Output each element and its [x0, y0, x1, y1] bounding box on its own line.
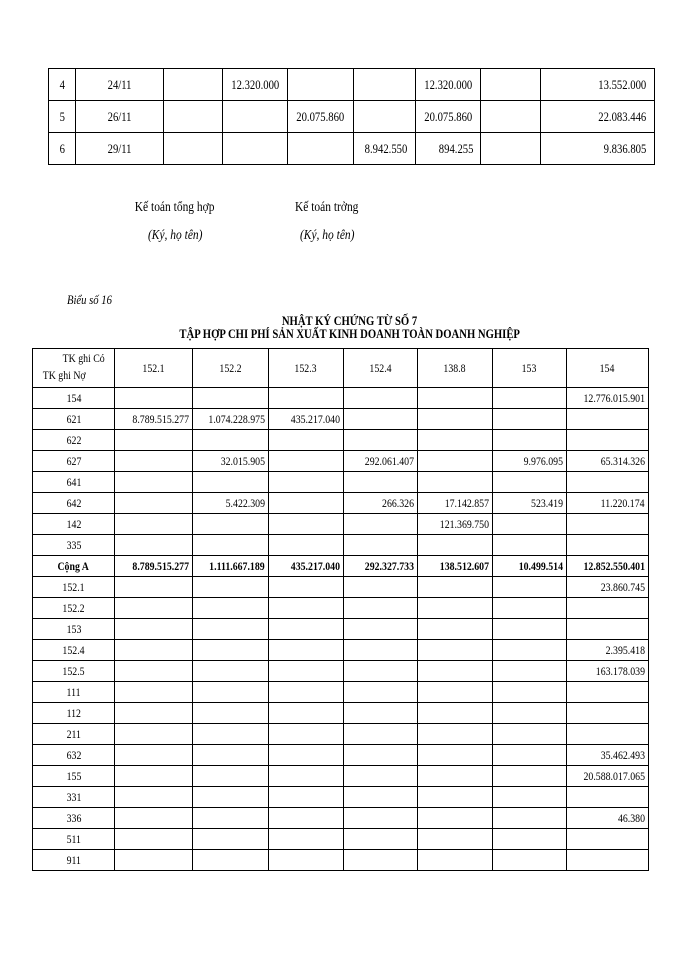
- value-cell: [566, 787, 648, 808]
- value-cell: [268, 598, 343, 619]
- value-cell: [492, 682, 566, 703]
- value-cell: [268, 787, 343, 808]
- value-cell: 292.327.733: [343, 556, 418, 577]
- value-cell: [418, 451, 493, 472]
- cell-c5: [288, 133, 354, 165]
- value-cell: [268, 766, 343, 787]
- account-cell: 621: [33, 409, 115, 430]
- value-cell: 435.217.040: [268, 556, 343, 577]
- header-debit-label: TK ghi Nợ: [42, 368, 86, 382]
- value-cell: [492, 787, 566, 808]
- value-cell: 32.015.905: [192, 451, 268, 472]
- value-cell: [192, 577, 268, 598]
- value-cell: [268, 472, 343, 493]
- value-cell: 1.074.228.975: [192, 409, 268, 430]
- cell-c3: [163, 133, 222, 165]
- cell-c7: 894.255: [415, 133, 481, 165]
- table-row: [33, 514, 649, 535]
- account-cell: 154: [33, 388, 115, 409]
- value-cell: 11.220.174: [566, 493, 648, 514]
- value-cell: [192, 787, 268, 808]
- value-cell: [492, 577, 566, 598]
- value-cell: [115, 724, 193, 745]
- column-header: 154: [566, 349, 648, 388]
- value-cell: 46.380: [566, 808, 648, 829]
- table-row: [49, 69, 655, 101]
- value-cell: 523.419: [492, 493, 566, 514]
- column-header: 138.8: [418, 349, 493, 388]
- value-cell: [192, 388, 268, 409]
- cell-date: 26/11: [76, 101, 163, 133]
- table-row: [33, 682, 649, 703]
- value-cell: [192, 661, 268, 682]
- value-cell: [115, 703, 193, 724]
- value-cell: [343, 472, 418, 493]
- value-cell: [268, 724, 343, 745]
- value-cell: [115, 472, 193, 493]
- title-line-2: TẬP HỢP CHI PHÍ SẢN XUẤT KINH DOANH TOÀN DOANH NGHIỆP: [179, 326, 521, 341]
- table-row: [33, 577, 649, 598]
- value-cell: [492, 829, 566, 850]
- cell-c5: [288, 69, 354, 101]
- value-cell: [115, 535, 193, 556]
- value-cell: [566, 829, 648, 850]
- journal-table: [32, 348, 649, 871]
- value-cell: [268, 535, 343, 556]
- value-cell: [343, 850, 418, 871]
- value-cell: [192, 619, 268, 640]
- value-cell: [192, 850, 268, 871]
- value-cell: [343, 640, 418, 661]
- cell-no: 5: [49, 101, 76, 133]
- value-cell: [492, 535, 566, 556]
- value-cell: [418, 430, 493, 451]
- cell-c6: 8.942.550: [353, 133, 415, 165]
- value-cell: [566, 619, 648, 640]
- value-cell: [115, 682, 193, 703]
- title-line-1: NHẬT KÝ CHỨNG TỪ SỐ 7: [282, 313, 418, 328]
- value-cell: 5.422.309: [192, 493, 268, 514]
- value-cell: 65.314.326: [566, 451, 648, 472]
- table-row: [33, 703, 649, 724]
- cell-c8: [481, 133, 540, 165]
- column-header: 152.4: [343, 349, 418, 388]
- column-header: 152.2: [192, 349, 268, 388]
- value-cell: [192, 745, 268, 766]
- value-cell: 292.061.407: [343, 451, 418, 472]
- value-cell: [343, 808, 418, 829]
- account-cell: 511: [33, 829, 115, 850]
- page-title: [0, 314, 700, 340]
- account-cell: 641: [33, 472, 115, 493]
- value-cell: [343, 703, 418, 724]
- cell-c9: 13.552.000: [540, 69, 654, 101]
- value-cell: [268, 514, 343, 535]
- table-row: [33, 430, 649, 451]
- value-cell: [343, 829, 418, 850]
- account-cell: 211: [33, 724, 115, 745]
- account-cell: 336: [33, 808, 115, 829]
- value-cell: [115, 787, 193, 808]
- signature-note: (Ký, họ tên): [147, 228, 203, 243]
- value-cell: [268, 493, 343, 514]
- value-cell: 9.976.095: [492, 451, 566, 472]
- value-cell: 10.499.514: [492, 556, 566, 577]
- table-row: [33, 766, 649, 787]
- header-corner-cell: [33, 349, 115, 388]
- value-cell: [343, 682, 418, 703]
- value-cell: [343, 577, 418, 598]
- value-cell: [492, 430, 566, 451]
- value-cell: [192, 703, 268, 724]
- cell-c6: [353, 101, 415, 133]
- cell-no: 6: [49, 133, 76, 165]
- value-cell: [492, 388, 566, 409]
- value-cell: [115, 451, 193, 472]
- value-cell: [268, 430, 343, 451]
- account-cell: 112: [33, 703, 115, 724]
- value-cell: [418, 409, 493, 430]
- table-row: [33, 598, 649, 619]
- value-cell: [566, 724, 648, 745]
- value-cell: 163.178.039: [566, 661, 648, 682]
- value-cell: [492, 472, 566, 493]
- table-row: [33, 808, 649, 829]
- value-cell: 121.369.750: [418, 514, 493, 535]
- total-row: [33, 556, 649, 577]
- value-cell: [418, 388, 493, 409]
- account-cell: Cộng A: [33, 556, 115, 577]
- signature-chief-accountant-general: [110, 200, 240, 244]
- cell-c7: 12.320.000: [415, 69, 481, 101]
- value-cell: [418, 619, 493, 640]
- table-row: [33, 829, 649, 850]
- value-cell: [343, 661, 418, 682]
- cell-c4: [222, 101, 288, 133]
- account-cell: 627: [33, 451, 115, 472]
- value-cell: [268, 850, 343, 871]
- cell-c6: [353, 69, 415, 101]
- value-cell: [418, 640, 493, 661]
- table-row: [33, 451, 649, 472]
- value-cell: [115, 766, 193, 787]
- top-ledger-table: [48, 68, 655, 165]
- value-cell: [492, 724, 566, 745]
- account-cell: 331: [33, 787, 115, 808]
- account-cell: 142: [33, 514, 115, 535]
- value-cell: [418, 787, 493, 808]
- column-header: 152.1: [115, 349, 193, 388]
- value-cell: [492, 745, 566, 766]
- cell-c8: [481, 101, 540, 133]
- value-cell: 2.395.418: [566, 640, 648, 661]
- account-cell: 622: [33, 430, 115, 451]
- value-cell: [492, 514, 566, 535]
- table-row: [33, 661, 649, 682]
- column-header: 153: [492, 349, 566, 388]
- account-cell: 335: [33, 535, 115, 556]
- signature-title: Kế toán trởng: [295, 200, 359, 215]
- account-cell: 155: [33, 766, 115, 787]
- value-cell: [115, 577, 193, 598]
- cell-c4: 12.320.000: [222, 69, 288, 101]
- cell-date: 29/11: [76, 133, 163, 165]
- value-cell: [115, 640, 193, 661]
- value-cell: [343, 724, 418, 745]
- value-cell: [115, 598, 193, 619]
- table-row: [33, 388, 649, 409]
- value-cell: [192, 640, 268, 661]
- value-cell: [492, 850, 566, 871]
- value-cell: 138.512.607: [418, 556, 493, 577]
- signature-title: Kế toán tổng hợp: [135, 200, 215, 215]
- value-cell: [268, 745, 343, 766]
- value-cell: [268, 577, 343, 598]
- value-cell: [343, 388, 418, 409]
- value-cell: [343, 787, 418, 808]
- cell-c9: 9.836.805: [540, 133, 654, 165]
- value-cell: [115, 430, 193, 451]
- value-cell: [115, 808, 193, 829]
- value-cell: [418, 598, 493, 619]
- value-cell: [192, 472, 268, 493]
- table-row: [33, 724, 649, 745]
- value-cell: [418, 808, 493, 829]
- value-cell: [192, 514, 268, 535]
- cell-c3: [163, 69, 222, 101]
- value-cell: 35.462.493: [566, 745, 648, 766]
- value-cell: [115, 661, 193, 682]
- value-cell: [115, 388, 193, 409]
- value-cell: [268, 829, 343, 850]
- value-cell: [492, 703, 566, 724]
- value-cell: [268, 661, 343, 682]
- value-cell: [492, 409, 566, 430]
- cell-c5: 20.075.860: [288, 101, 354, 133]
- value-cell: [115, 829, 193, 850]
- account-cell: 152.2: [33, 598, 115, 619]
- value-cell: [115, 514, 193, 535]
- value-cell: 8.789.515.277: [115, 556, 193, 577]
- table-row: [33, 640, 649, 661]
- signature-note: (Ký, họ tên): [299, 228, 355, 243]
- value-cell: [566, 703, 648, 724]
- value-cell: [566, 850, 648, 871]
- value-cell: [115, 850, 193, 871]
- value-cell: [343, 430, 418, 451]
- table-row: [49, 101, 655, 133]
- value-cell: [343, 514, 418, 535]
- table-row: [33, 535, 649, 556]
- value-cell: [268, 682, 343, 703]
- cell-c9: 22.083.446: [540, 101, 654, 133]
- value-cell: [566, 409, 648, 430]
- table-row: [33, 850, 649, 871]
- value-cell: [418, 535, 493, 556]
- value-cell: [192, 829, 268, 850]
- value-cell: [343, 409, 418, 430]
- account-cell: 911: [33, 850, 115, 871]
- value-cell: [566, 598, 648, 619]
- cell-date: 24/11: [76, 69, 163, 101]
- cell-no: 4: [49, 69, 76, 101]
- table-row: [49, 133, 655, 165]
- table-row: [33, 787, 649, 808]
- value-cell: [418, 745, 493, 766]
- header-credit-label: TK ghi Có: [62, 351, 105, 365]
- value-cell: 1.111.667.189: [192, 556, 268, 577]
- value-cell: [115, 745, 193, 766]
- value-cell: [192, 430, 268, 451]
- value-cell: [268, 388, 343, 409]
- account-cell: 153: [33, 619, 115, 640]
- value-cell: [492, 808, 566, 829]
- signature-chief-accountant: [262, 200, 392, 244]
- value-cell: [268, 619, 343, 640]
- table-row: [33, 409, 649, 430]
- value-cell: 12.852.550.401: [566, 556, 648, 577]
- value-cell: 266.326: [343, 493, 418, 514]
- value-cell: 435.217.040: [268, 409, 343, 430]
- value-cell: [492, 619, 566, 640]
- value-cell: [418, 661, 493, 682]
- value-cell: [492, 598, 566, 619]
- value-cell: [192, 766, 268, 787]
- table-row: [33, 493, 649, 514]
- account-cell: 632: [33, 745, 115, 766]
- value-cell: 12.776.015.901: [566, 388, 648, 409]
- value-cell: [343, 766, 418, 787]
- table-header-row: [33, 349, 649, 388]
- value-cell: [343, 745, 418, 766]
- value-cell: [418, 703, 493, 724]
- cell-c3: [163, 101, 222, 133]
- table-row: [33, 745, 649, 766]
- value-cell: [115, 493, 193, 514]
- cell-c7: 20.075.860: [415, 101, 481, 133]
- value-cell: [566, 430, 648, 451]
- account-cell: 152.5: [33, 661, 115, 682]
- value-cell: [492, 640, 566, 661]
- value-cell: 23.860.745: [566, 577, 648, 598]
- value-cell: [418, 577, 493, 598]
- value-cell: [418, 682, 493, 703]
- value-cell: [343, 598, 418, 619]
- value-cell: [268, 808, 343, 829]
- table-row: [33, 472, 649, 493]
- value-cell: [192, 598, 268, 619]
- table-row: [33, 619, 649, 640]
- value-cell: [418, 472, 493, 493]
- value-cell: [192, 682, 268, 703]
- value-cell: 20.588.017.065: [566, 766, 648, 787]
- value-cell: [268, 451, 343, 472]
- value-cell: [192, 724, 268, 745]
- value-cell: [418, 724, 493, 745]
- account-cell: 152.4: [33, 640, 115, 661]
- value-cell: [566, 682, 648, 703]
- account-cell: 111: [33, 682, 115, 703]
- value-cell: 17.142.857: [418, 493, 493, 514]
- value-cell: [192, 808, 268, 829]
- cell-c8: [481, 69, 540, 101]
- value-cell: [115, 619, 193, 640]
- value-cell: 8.789.515.277: [115, 409, 193, 430]
- value-cell: [192, 535, 268, 556]
- value-cell: [566, 535, 648, 556]
- value-cell: [343, 535, 418, 556]
- form-label: Biểu số 16: [66, 292, 112, 307]
- cell-c4: [222, 133, 288, 165]
- value-cell: [418, 766, 493, 787]
- value-cell: [566, 514, 648, 535]
- value-cell: [418, 829, 493, 850]
- column-header: 152.3: [268, 349, 343, 388]
- account-cell: 152.1: [33, 577, 115, 598]
- value-cell: [566, 472, 648, 493]
- value-cell: [418, 850, 493, 871]
- value-cell: [268, 640, 343, 661]
- value-cell: [343, 619, 418, 640]
- account-cell: 642: [33, 493, 115, 514]
- value-cell: [268, 703, 343, 724]
- value-cell: [492, 661, 566, 682]
- value-cell: [492, 766, 566, 787]
